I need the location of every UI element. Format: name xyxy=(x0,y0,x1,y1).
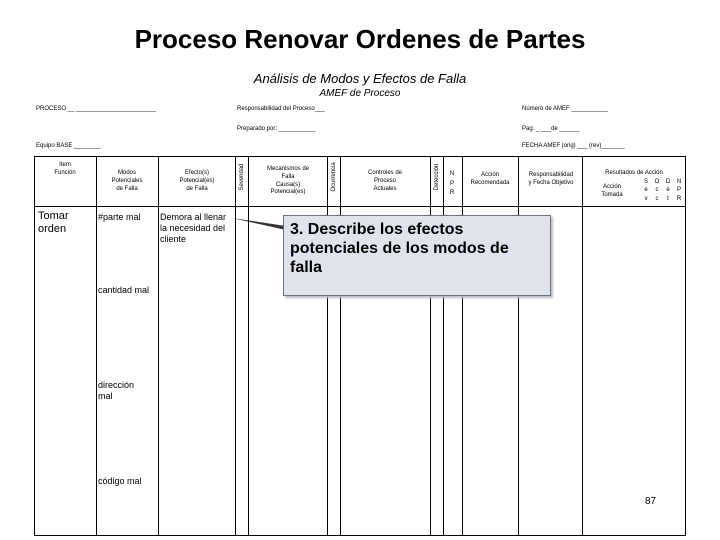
column-divider xyxy=(582,156,583,536)
failure-mode-cell: cantidad mal xyxy=(98,285,150,295)
col-npr-result-header: N P R xyxy=(676,179,682,202)
column-divider xyxy=(518,156,519,536)
col-resultados-header: Resultados de Acción xyxy=(605,170,663,176)
col-accion-tomada-header: Acción Tomada xyxy=(601,184,623,198)
callout-box: 3. Describe los efectos potenciales de los modos de falla xyxy=(283,215,551,296)
fecha-field: FECHA AMEF (orig) ___ (rev)_______ xyxy=(522,143,625,149)
preparado-field: Preparado por: ___________ xyxy=(237,126,316,132)
col-mecanismos-header: Mecanismos de Falla Causa(s) Potencial(es) xyxy=(266,166,310,196)
col-occ-header: O c c xyxy=(654,179,660,202)
callout-pointer-arrow xyxy=(232,218,286,230)
page-number: 87 xyxy=(645,496,657,507)
col-item-header: Item Función xyxy=(54,162,76,176)
col-det-header: D e t xyxy=(665,179,671,202)
form-subtitle: Análisis de Modos y Efectos de Falla xyxy=(253,71,467,86)
pagina-field: Pag: _ ___de ______ xyxy=(522,126,580,132)
column-divider xyxy=(443,156,444,536)
effect-cell: Demora al llenar la necesidad del cliente xyxy=(160,212,227,244)
col-controles-header: Controles de Proceso Actuales xyxy=(367,170,403,192)
column-divider xyxy=(327,156,328,536)
failure-mode-cell: dirección mal xyxy=(98,380,135,401)
form-type: AMEF de Proceso xyxy=(319,88,401,99)
col-responsabilidad-header: Responsabilidad y Fecha Objetivo xyxy=(528,172,574,186)
header-row-divider xyxy=(34,206,686,207)
failure-mode-cell: código mal xyxy=(98,476,142,486)
col-deteccion-header: Detección xyxy=(434,163,440,191)
column-divider xyxy=(430,156,431,536)
failure-mode-cell: #parte mal xyxy=(98,212,141,222)
proceso-field: PROCESO __ ________________________ xyxy=(36,106,157,112)
col-npr-header: N P R xyxy=(449,171,455,197)
col-modos-header: Modos Potenciales de Falla xyxy=(111,170,143,192)
responsabilidad-field: Responsabilidad del Proceso___ xyxy=(237,106,325,112)
item-cell: Tomar orden xyxy=(38,210,69,236)
col-sev-header: S e v xyxy=(643,179,648,202)
page-title: Proceso Renovar Ordenes de Partes xyxy=(134,24,586,54)
col-accion-header: Acción Recomendada xyxy=(470,172,510,186)
callout-pointer xyxy=(228,212,288,232)
col-ocurrencia-header: Ocurrencia xyxy=(331,162,337,192)
col-severidad-header: Severidad xyxy=(239,163,245,191)
numero-amef-field: Número de AMEF ___________ xyxy=(522,106,609,112)
column-divider xyxy=(158,156,159,536)
equipo-field: Equipo BASE ________ xyxy=(36,143,101,149)
column-divider xyxy=(96,156,97,536)
column-divider xyxy=(462,156,463,536)
column-divider xyxy=(340,156,341,536)
col-efectos-header: Efecto(s) Potencial(es) de Falla xyxy=(179,170,215,192)
